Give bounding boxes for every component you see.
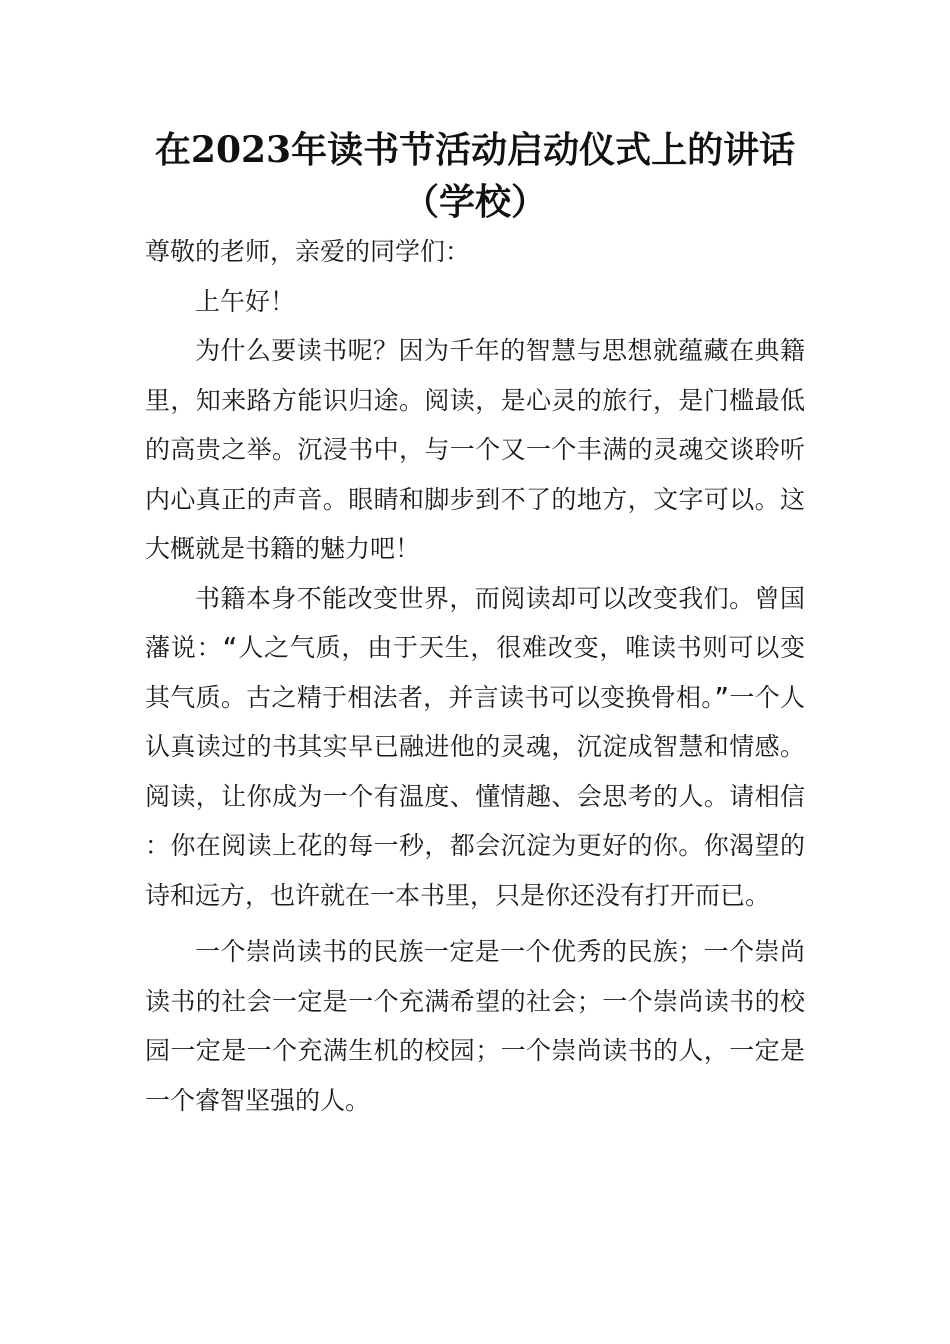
document-subtitle: （学校） <box>402 181 547 223</box>
paragraph: 为什么要读书呢？因为千年的智慧与思想就蕴藏在典籍里，知来路方能识归途。阅读，是心灵的旅行，是门槛最低的高贵之举。沉浸书中，与一个又一个丰满的灵魂交谈聆听内心真正的声音。眼睛和脚步到不了的地方，文字可以。这大概就是书籍的魅力吧！ <box>145 336 805 563</box>
document-title: 在2023年读书节活动启动仪式上的讲话 <box>154 129 796 171</box>
document-body <box>145 227 805 1125</box>
greeting: 上午好！ <box>195 286 296 316</box>
paragraph: 书籍本身不能改变世界，而阅读却可以改变我们。曾国藩说：“人之气质，由于天生，很难改变，唯读书则可以变其气质。古之精于相法者，并言读书可以变换骨相。”一个人认真读过的书其实早已融进他的灵魂，沉淀成智慧和情感。阅读，让你成为一个有温度、懂情趣、会思考的人。请相信：你在阅读上花的每一秒，都会沉淀为更好的你。你渴望的诗和远方，也许就在一本书里，只是你还没有打开而已。 <box>145 583 805 910</box>
paragraph: 一个崇尚读书的民族一定是一个优秀的民族；一个崇尚读书的社会一定是一个充满希望的社会；一个崇尚读书的校园一定是一个充满生机的校园；一个崇尚读书的人，一定是一个睿智坚强的人。 <box>145 937 805 1115</box>
salutation: 尊敬的老师，亲爱的同学们： <box>145 237 471 266</box>
